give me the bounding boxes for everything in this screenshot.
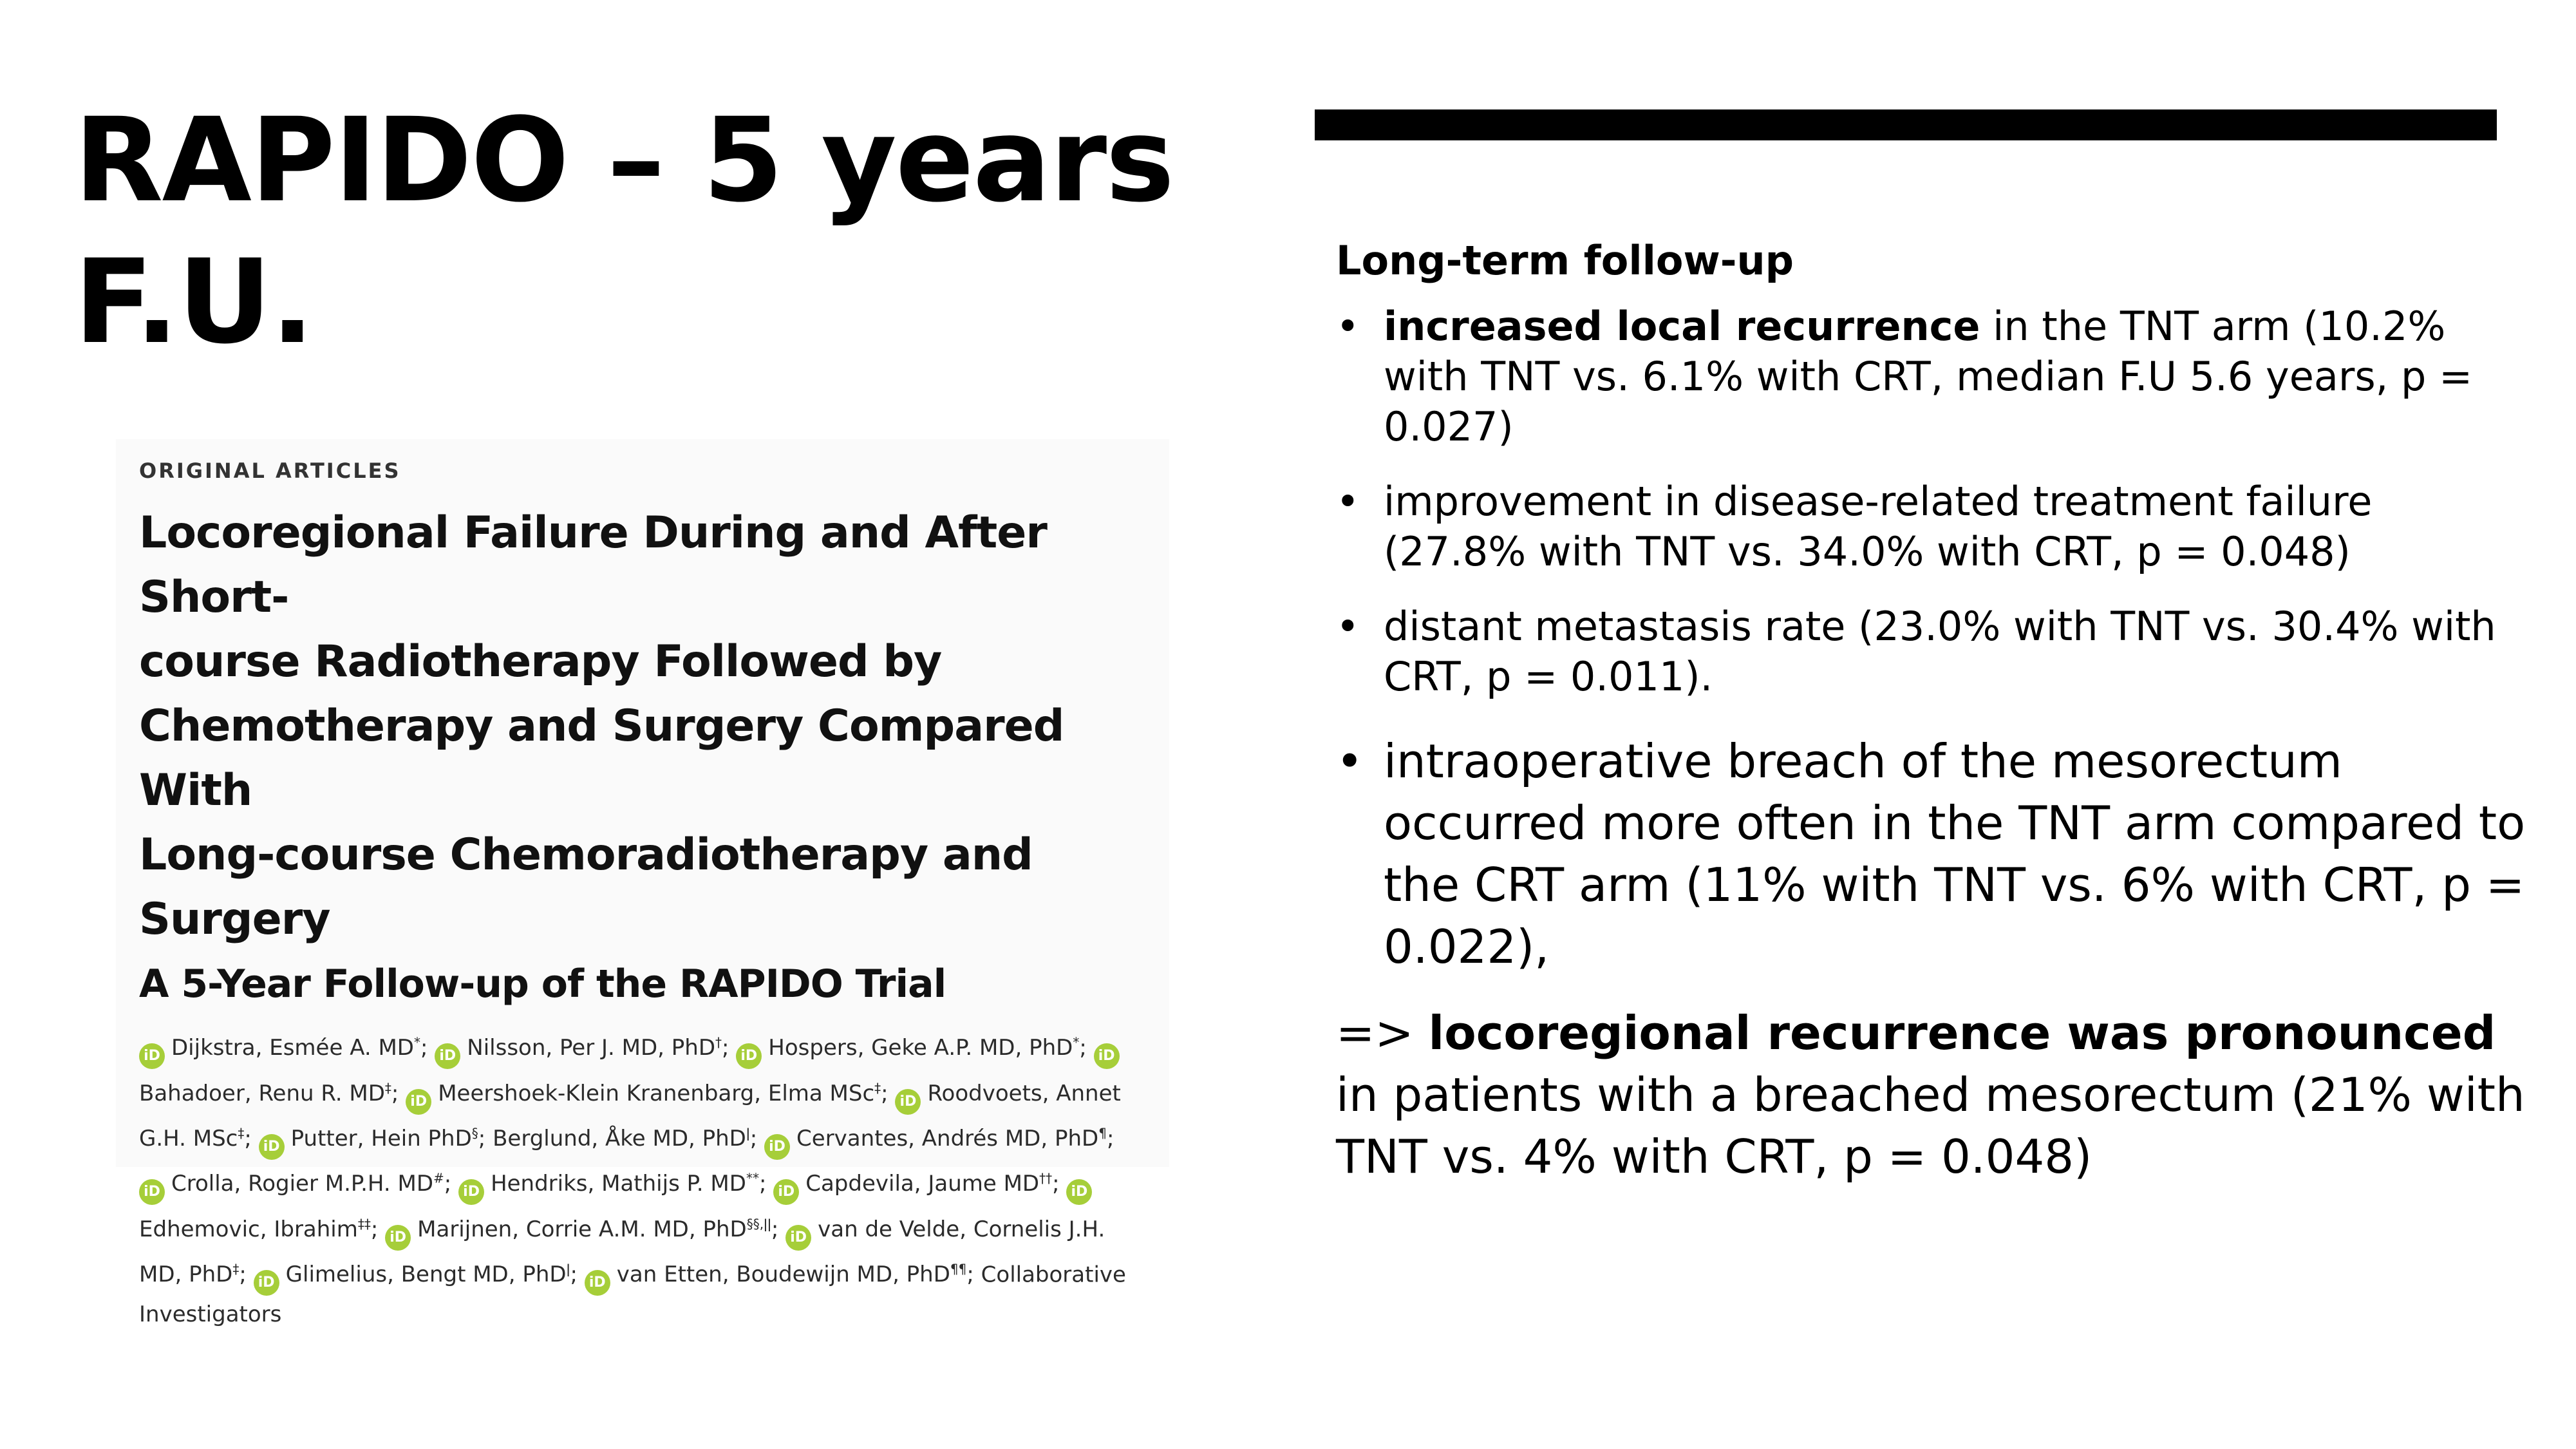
title-accent-bar [1315, 109, 2497, 140]
author-separator: ; [420, 1035, 428, 1061]
author-separator: ; [478, 1125, 486, 1151]
author-affiliation-mark: ¶ [1098, 1125, 1107, 1141]
article-title-line: Locoregional Failure During and After Short- [139, 507, 1047, 623]
finding-text: distant metastasis rate (23.0% with TNT vs. 30.4% with CRT, p = 0.011). [1384, 603, 2496, 700]
orcid-icon[interactable]: iD [254, 1270, 279, 1296]
article-title-line: Chemotherapy and Surgery Compared With [139, 701, 1064, 816]
article-title-line: Surgery [139, 894, 330, 945]
article-subtitle: A 5-Year Follow-up of the RAPIDO Trial [139, 961, 946, 1007]
article-title [139, 501, 1146, 952]
conclusion [1336, 1002, 2527, 1188]
author-name: Hendriks, Mathijs P. MD [491, 1171, 746, 1197]
author-entry [139, 1170, 452, 1200]
bullet-icon: • [1336, 734, 1364, 788]
finding-text: in the TNT arm (10.2% with TNT vs. 6.1% with CRT, median F.U 5.6 years, p = 0.027) [1384, 303, 2473, 450]
author-name: Meershoek-Klein Kranenbarg, Elma MSc [438, 1080, 875, 1106]
orcid-icon[interactable]: iD [458, 1179, 484, 1205]
author-name: Bahadoer, Renu R. MD [139, 1080, 385, 1106]
author-name: van Etten, Boudewijn MD, PhD [616, 1261, 950, 1287]
author-separator: ; [370, 1216, 379, 1242]
finding-text: intraoperative breach of the mesorectum occurred more often in the TNT arm compared to the CRT arm (11% with TNT vs. 6% with CRT, p = 0.022), [1384, 734, 2526, 974]
author-separator: ; [444, 1171, 452, 1197]
author-separator: ; [966, 1261, 974, 1287]
list-item [1336, 477, 2527, 577]
author-name: Crolla, Rogier M.P.H. MD [171, 1171, 434, 1197]
author-entry [764, 1125, 1114, 1155]
author-separator: ; [749, 1125, 758, 1151]
article-title-line: Long-course Chemoradiotherapy and [139, 829, 1033, 880]
author-affiliation-mark: ‡ [384, 1080, 391, 1096]
author-entry [493, 1126, 757, 1151]
author-affiliation-mark: ‡ [874, 1080, 881, 1096]
author-list [139, 1024, 1146, 1333]
author-affiliation-mark: ‡ [232, 1261, 240, 1277]
author-name: Berglund, Åke MD, PhD [493, 1125, 746, 1151]
finding-text: improvement in disease-related treatment failure (27.8% with TNT vs. 34.0% with CRT, p = 0.048) [1384, 478, 2373, 575]
conclusion-prefix: => [1336, 1006, 1429, 1060]
conclusion-text: in patients with a breached mesorectum (21% with TNT vs. 4% with CRT, p = 0.048) [1336, 1068, 2525, 1184]
author-affiliation-mark: §§,ǀǀ [746, 1216, 771, 1232]
author-entry [406, 1080, 888, 1110]
bullet-icon: • [1336, 478, 1360, 525]
author-separator: ; [391, 1080, 399, 1106]
author-entry [139, 1035, 428, 1065]
author-affiliation-mark: ¶¶ [950, 1261, 967, 1277]
author-separator: ; [1106, 1125, 1114, 1151]
orcid-icon[interactable]: iD [785, 1225, 811, 1251]
author-name: Collaborative Investigators [139, 1261, 1126, 1327]
author-separator: ; [758, 1171, 767, 1197]
orcid-icon[interactable]: iD [259, 1134, 285, 1160]
orcid-icon[interactable]: iD [736, 1043, 762, 1069]
author-separator: ; [722, 1035, 729, 1061]
author-affiliation-mark: † [715, 1035, 722, 1050]
author-separator: ; [244, 1125, 252, 1151]
orcid-icon[interactable]: iD [406, 1089, 431, 1115]
author-affiliation-mark: ‡‡ [357, 1216, 371, 1232]
finding-emphasis: increased local recurrence [1384, 303, 1980, 350]
author-name: Hospers, Geke A.P. MD, PhD [768, 1035, 1073, 1061]
author-entry [458, 1170, 767, 1200]
author-name: Capdevila, Jaume MD [805, 1171, 1040, 1197]
list-item [1336, 301, 2527, 452]
slide-title [74, 90, 1233, 374]
author-entry [736, 1035, 1087, 1065]
orcid-icon[interactable]: iD [385, 1225, 411, 1251]
author-affiliation-mark: § [471, 1125, 478, 1141]
author-separator: ; [1052, 1171, 1060, 1197]
author-name: Putter, Hein PhD [290, 1125, 472, 1151]
author-name: Marijnen, Corrie A.M. MD, PhD [417, 1216, 747, 1242]
author-name: van de Velde, Cornelis J.H. MD, PhD [139, 1216, 1105, 1287]
author-affiliation-mark: * [414, 1035, 420, 1050]
list-item [1336, 601, 2527, 702]
author-affiliation-mark: ǀ [566, 1261, 570, 1277]
author-name: Edhemovic, Ibrahim [139, 1216, 358, 1242]
author-entry [385, 1216, 779, 1245]
author-affiliation-mark: ‡ [238, 1125, 245, 1141]
author-name: Nilsson, Per J. MD, PhD [467, 1035, 716, 1061]
orcid-icon[interactable]: iD [435, 1043, 460, 1069]
author-separator: ; [570, 1261, 578, 1287]
author-name: Glimelius, Bengt MD, PhD [285, 1261, 567, 1287]
orcid-icon[interactable]: iD [773, 1179, 799, 1205]
findings-list [1336, 301, 2527, 978]
article-title-line: course Radiotherapy Followed by [139, 636, 942, 687]
author-name: Roodvoets, Annet G.H. MSc [139, 1080, 1121, 1151]
article-header-image [116, 439, 1169, 1327]
section-heading: Long-term follow-up [1336, 237, 1794, 284]
orcid-icon[interactable]: iD [895, 1089, 921, 1115]
author-affiliation-mark: * [1073, 1035, 1080, 1050]
author-entry [259, 1125, 486, 1155]
author-affiliation-mark: ǀ [746, 1125, 750, 1141]
author-entry [773, 1170, 1060, 1200]
author-name: Cervantes, Andrés MD, PhD [796, 1125, 1099, 1151]
orcid-icon[interactable]: iD [139, 1179, 165, 1205]
author-affiliation-mark: # [433, 1170, 444, 1186]
author-entry [585, 1261, 974, 1291]
author-entry [254, 1261, 578, 1291]
orcid-icon[interactable]: iD [1066, 1179, 1092, 1205]
list-item [1336, 730, 2527, 978]
slide-title-line2: F.U. [74, 235, 314, 370]
bullet-icon: • [1336, 303, 1360, 350]
bullet-icon: • [1336, 603, 1360, 650]
orcid-icon[interactable]: iD [1094, 1043, 1120, 1069]
author-affiliation-mark: ** [746, 1170, 759, 1186]
slide-title-line1: RAPIDO – 5 years [74, 93, 1174, 228]
author-affiliation-mark: †† [1039, 1170, 1053, 1186]
author-separator: ; [239, 1261, 247, 1287]
conclusion-emphasis: locoregional recurrence was pronounced [1428, 1006, 2496, 1060]
author-entry [435, 1035, 729, 1065]
author-separator: ; [881, 1080, 888, 1106]
orcid-icon[interactable]: iD [585, 1270, 610, 1296]
article-section-label: ORIGINAL ARTICLES [139, 459, 401, 483]
author-separator: ; [1079, 1035, 1087, 1061]
author-separator: ; [771, 1216, 779, 1242]
content-column [1336, 232, 2527, 1188]
orcid-icon[interactable]: iD [764, 1134, 790, 1160]
orcid-icon[interactable]: iD [139, 1043, 165, 1069]
author-name: Dijkstra, Esmée A. MD [171, 1035, 414, 1061]
